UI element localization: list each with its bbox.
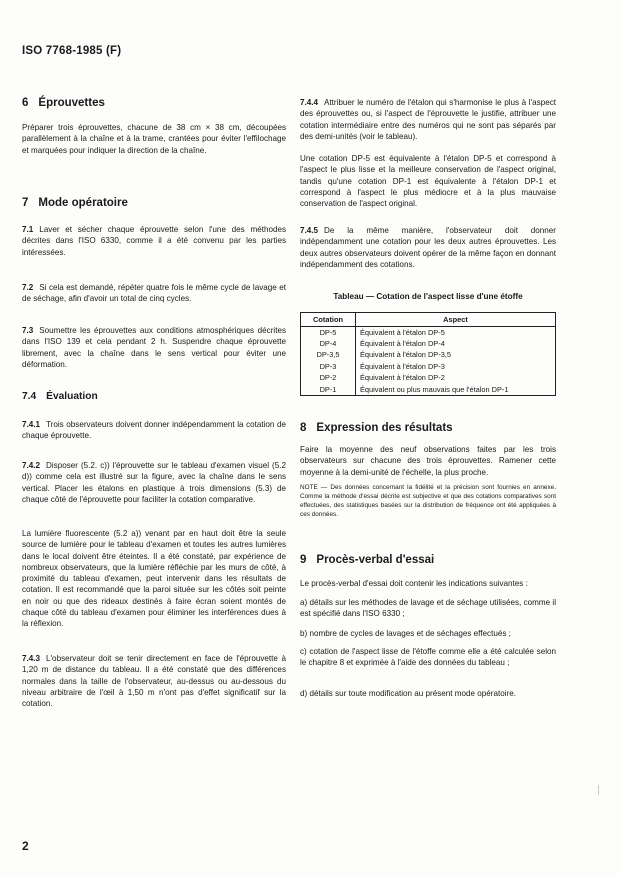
clause-7-4-3: [22, 653, 286, 709]
cell-cotation: DP-3: [301, 361, 356, 372]
list-item: d) détails sur toute modification au présent mode opératoire.: [300, 689, 516, 698]
clause-number: 7.4.2: [22, 461, 41, 470]
clause-number: 7.4.4: [300, 98, 319, 107]
list-item: c) cotation de l'aspect lisse de l'étoffe comme elle a été calculée selon le chapitre 8 et exprimée à l'aide des données du tableau ;: [300, 647, 556, 668]
section-6-heading: [22, 97, 286, 109]
cell-aspect: Équivalent à l'étalon DP-2: [356, 373, 556, 384]
clause-text: Si cela est demandé, répéter quatre fois le même cycle de lavage et de séchage, afin d'avoir un total de cinq cycles.: [22, 283, 286, 304]
clause-7-4-1: [22, 419, 286, 442]
table-row: [301, 327, 556, 339]
section-title: Évaluation: [46, 391, 98, 402]
page-number: 2: [22, 839, 29, 853]
section-number: 8: [300, 422, 307, 434]
section-7-4-heading: [22, 391, 286, 402]
section-7-heading: [22, 197, 286, 209]
table-caption: Tableau — Cotation de l'aspect lisse d'une étoffe: [333, 292, 523, 301]
clause-7-4-4: [300, 97, 556, 142]
clause-text: De la même manière, l'observateur doit donner indépendamment une cotation pour les deux autres éprouvettes. Les deux autres observateurs doivent opérer de la même façon en donnant indépendamment des cotations.: [300, 226, 556, 269]
clause-7-1: [22, 224, 286, 258]
col-header-cotation: Cotation: [301, 313, 356, 327]
section-8-heading: [300, 422, 556, 434]
clause-number: 7.4.5: [300, 226, 319, 235]
clause-number: 7.4.3: [22, 654, 41, 663]
section-number: 9: [300, 554, 307, 566]
section-title: Expression des résultats: [316, 422, 453, 434]
clause-number: 7.3: [22, 326, 34, 335]
cell-aspect: Équivalent à l'étalon DP-5: [356, 327, 556, 339]
standard-header: ISO 7768-1985 (F): [22, 45, 122, 57]
note: NOTE — Des données concernant la fidélité et la précision sont fournies en annexe. Comme la méthode d'essai décrite est subjective et que des cotations comparatives sont effectuées, des statistiques basées sur la distribution de fréquence ont été appliquées à ces données.: [300, 484, 556, 519]
clause-7-4-2-lighting: La lumière fluorescente (5.2 a)) venant par en haut doit être la seule source de lumière pour le tableau d'examen et toutes les autres lumières dans le local doivent être éteintes. Il a été constaté, par expérience de nombreux observateurs, que la lumière réfléchie par les murs de côté, à proximité du tableau d'examen, peut intervenir dans les résultats de cotation. Il est recommandé que la paroi située sur les côtés soit peinte en noir ou que des rideaux destinés à faire écran soient montés de chaque côté du tableau d'examen pour éliminer les interférences dues à la réflexion.: [22, 529, 286, 629]
clause-number: 7.4.1: [22, 420, 41, 429]
section-6-text: Préparer trois éprouvettes, chacune de 38 cm × 38 cm, découpées parallèlement à la chaîne et à la trame, crantées pour éviter l'effilochage et marquées pour indiquer la direction de la chaîne.: [22, 123, 286, 155]
cell-cotation: DP-1: [301, 384, 356, 396]
clause-7-4-5: [300, 225, 556, 270]
table-row: [301, 361, 556, 372]
table-header-row: [301, 313, 556, 327]
cell-cotation: DP-5: [301, 327, 356, 339]
cell-cotation: DP-2: [301, 373, 356, 384]
clause-7-2: [22, 282, 286, 305]
smoothness-table-wrapper: [300, 312, 556, 396]
cell-aspect: Équivalent à l'étalon DP-4: [356, 338, 556, 349]
clause-7-3: [22, 325, 286, 370]
table-row: [301, 384, 556, 396]
clause-text: Trois observateurs doivent donner indépendamment la cotation de chaque éprouvette.: [22, 420, 286, 441]
clause-text: Attribuer le numéro de l'étalon qui s'harmonise le plus à l'aspect des éprouvettes ou, si l'aspect de l'éprouvette le justifie, attribuer une cotation intermédiaire entre des numéros qui ne sont pas séparés par des demi-unités (voir le tableau).: [300, 98, 556, 141]
list-item: b) nombre de cycles de lavages et de séchages effectués ;: [300, 629, 511, 638]
table-row: [301, 338, 556, 349]
clause-number: 7.1: [22, 225, 34, 234]
clause-text: L'observateur doit se tenir directement en face de l'éprouvette à 1,20 m de distance du tableau. Il a été constaté que des différences normales dans la taille de l'observateur, au-dessus ou au-dessous du niveau arbitraire de l'œil à 1,50 m n'ont pas d'effet significatif sur la cotation.: [22, 654, 286, 709]
clause-text: Laver et sécher chaque éprouvette selon l'une des méthodes décrites dans l'ISO 6330, comme il a été convenu par les parties intéressées.: [22, 225, 286, 257]
list-item: a) détails sur les méthodes de lavage et de séchage utilisées, comme il est spécifié dans l'ISO 6330 ;: [300, 598, 556, 619]
section-title: Procès-verbal d'essai: [316, 554, 435, 566]
smoothness-table: [300, 312, 556, 396]
clause-text: Soumettre les éprouvettes aux conditions atmosphériques décrites dans l'ISO 139 et cela pendant 2 h. Suspendre chaque éprouvette librement, avec la chaîne dans le sens vertical pour éviter une déformation.: [22, 326, 286, 369]
section-8-text: Faire la moyenne des neuf observations faites par les trois observateurs sur chacune des trois éprouvettes. Ramener cette moyenne à la demi-unité de l'échelle, la plus proche.: [300, 445, 556, 477]
cell-aspect: Équivalent ou plus mauvais que l'étalon DP-1: [356, 384, 556, 396]
cell-aspect: Équivalent à l'étalon DP-3,5: [356, 350, 556, 361]
section-title: Éprouvettes: [38, 97, 105, 109]
margin-mark: [598, 785, 599, 795]
cell-cotation: DP-4: [301, 338, 356, 349]
clause-7-4-4-rating: Une cotation DP-5 est équivalente à l'étalon DP-5 et correspond à l'aspect le plus lisse et la meilleure conservation de l'aspect original, tandis qu'une cotation DP-1 est équivalente à l'étalon DP-1 et correspond à l'aspect le plus médiocre et à la plus mauvaise conservation de l'aspect original.: [300, 154, 556, 209]
section-number: 7.4: [22, 391, 37, 402]
section-9-intro: Le procès-verbal d'essai doit contenir les indications suivantes :: [300, 579, 528, 588]
cell-cotation: DP-3,5: [301, 350, 356, 361]
col-header-aspect: Aspect: [356, 313, 556, 327]
section-9-heading: [300, 554, 556, 566]
section-number: 7: [22, 197, 29, 209]
clause-text: Disposer (5.2. c)) l'éprouvette sur le tableau d'examen visuel (5.2 d)) comme cela est illustré sur la figure, avec la chaîne dans le sens vertical. Placer les étalons en plastique à trois dimensions (5.3) de chaque côté de l'éprouvette pour faciliter la cotation comparative.: [22, 461, 286, 504]
clause-7-4-2: [22, 460, 286, 505]
table-row: [301, 350, 556, 361]
section-title: Mode opératoire: [38, 197, 128, 209]
table-row: [301, 373, 556, 384]
clause-number: 7.2: [22, 283, 34, 292]
cell-aspect: Équivalent à l'étalon DP-3: [356, 361, 556, 372]
section-number: 6: [22, 97, 29, 109]
